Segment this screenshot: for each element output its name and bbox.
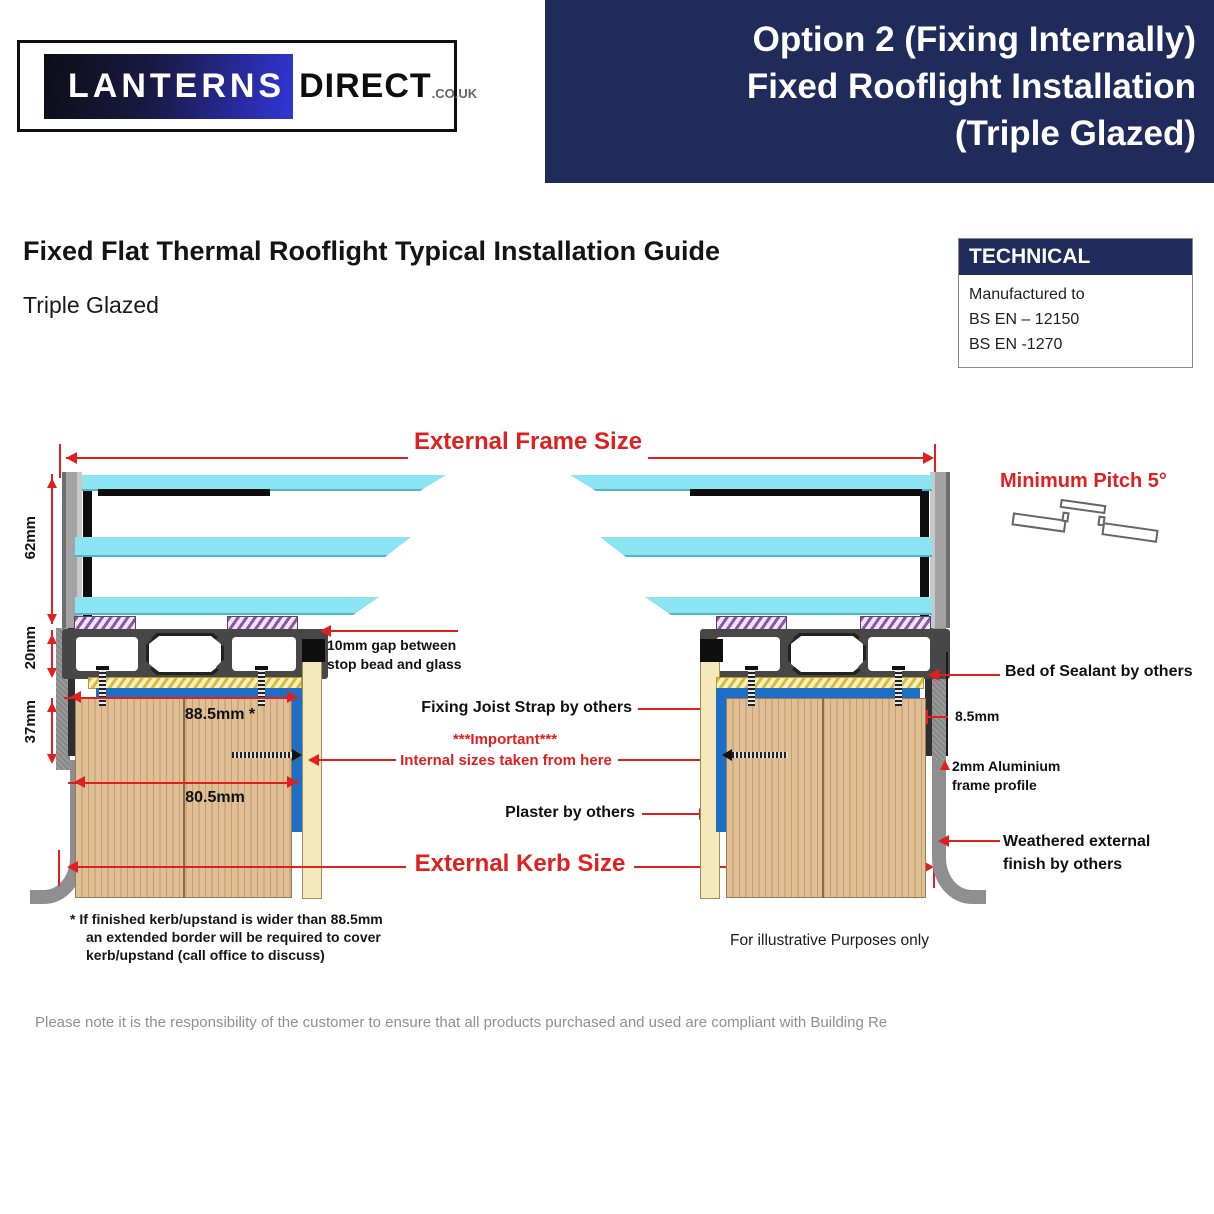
stop-bead xyxy=(700,639,723,662)
glass-pane-middle xyxy=(75,537,411,557)
leader-line xyxy=(942,840,1000,842)
dim-line xyxy=(66,457,408,459)
dim-88-5-label: 88.5mm * xyxy=(184,706,256,723)
disclaimer-text: Please note it is the responsibility of the customer to ensure that all products purchased and used are compliant with Building Re xyxy=(35,1014,888,1031)
thermal-break xyxy=(791,636,863,672)
title-banner xyxy=(545,0,1214,183)
kerb-board-joint xyxy=(822,698,824,898)
plaster-label: Plaster by others xyxy=(505,804,635,821)
banner-line-3: (Triple Glazed) xyxy=(954,114,1196,153)
arrow-right-icon xyxy=(923,452,940,464)
footnote-line-2: an extended border will be required to cover xyxy=(86,929,381,945)
page-subtitle: Triple Glazed xyxy=(23,292,159,318)
plasterboard-strip xyxy=(302,639,322,899)
leader-line xyxy=(642,813,700,815)
thermal-break xyxy=(149,636,221,672)
leader-line xyxy=(324,630,458,632)
thermal-gasket xyxy=(74,616,136,630)
aluminium-profile-label xyxy=(952,757,1060,795)
kerb-footnote xyxy=(70,910,383,964)
leader-line xyxy=(932,674,1000,676)
arrow-left-icon xyxy=(64,691,81,703)
external-kerb-size-label: External Kerb Size xyxy=(414,850,626,877)
banner-line-1: Option 2 (Fixing Internally) xyxy=(752,20,1196,59)
technical-line-2: BS EN – 12150 xyxy=(969,311,1080,328)
dim-line xyxy=(71,866,406,868)
dim-62mm-label: 62mm xyxy=(22,516,39,560)
leader-line xyxy=(638,708,708,710)
internal-sizes-label: Internal sizes taken from here xyxy=(400,752,612,769)
important-label: ***Important*** xyxy=(452,731,558,748)
pitch-leg xyxy=(1061,512,1069,523)
thermal-gasket xyxy=(227,616,298,630)
footnote-line-3: kerb/upstand (call office to discuss) xyxy=(86,947,325,963)
dim-line-80-5 xyxy=(68,782,298,784)
thermal-gasket xyxy=(716,616,787,630)
technical-line-3: BS EN -1270 xyxy=(969,336,1063,353)
illustrative-note: For illustrative Purposes only xyxy=(730,932,929,949)
fixing-joist-label: Fixing Joist Strap by others xyxy=(421,699,632,716)
frame-side-bar xyxy=(930,472,950,628)
dim-line xyxy=(928,716,948,718)
dim-80-5-label: 80.5mm xyxy=(185,789,245,806)
screw-icon xyxy=(258,670,265,706)
screw-tip-icon xyxy=(716,749,732,761)
technical-box xyxy=(958,238,1193,368)
technical-line-1: Manufactured to xyxy=(969,286,1085,303)
glass-pane-bottom xyxy=(75,597,379,615)
kerb-upstand-wood xyxy=(726,698,926,898)
banner-line-2: Fixed Rooflight Installation xyxy=(746,67,1196,106)
gap-note-line-1: 10mm gap between xyxy=(327,637,457,653)
dim-line-62mm xyxy=(51,474,53,624)
screw-icon xyxy=(99,670,106,706)
arrow-up-icon xyxy=(47,472,57,488)
screw-icon xyxy=(748,670,755,706)
weathered-label-line-2: finish by others xyxy=(1003,856,1123,873)
logo-lanterns-text: LANTERNS xyxy=(44,54,293,119)
leader-line xyxy=(618,759,704,761)
thermal-gasket xyxy=(860,616,931,630)
weathered-finish-label xyxy=(1003,830,1150,876)
alu-label-line-2: frame profile xyxy=(952,777,1037,793)
lanterns-direct-logo xyxy=(17,40,478,132)
dim-20mm-label: 20mm xyxy=(22,626,39,670)
dim-8-5-label: 8.5mm xyxy=(955,708,1000,724)
weathered-label-line-1: Weathered external xyxy=(1003,833,1151,850)
minimum-pitch-icon xyxy=(1010,498,1170,558)
arrow-up-icon xyxy=(940,754,950,770)
page-title: Fixed Flat Thermal Rooflight Typical Installation Guide xyxy=(23,236,721,266)
dim-37mm-label: 37mm xyxy=(22,700,39,744)
logo-direct-text: DIRECT xyxy=(299,66,432,105)
glass-pane-bottom xyxy=(645,597,932,615)
screw-icon xyxy=(728,752,788,758)
gap-note xyxy=(327,636,462,674)
footnote-line-1: * If finished kerb/upstand is wider than 88.5mm xyxy=(70,911,383,927)
external-frame-size-label: External Frame Size xyxy=(413,428,643,455)
screw-icon xyxy=(895,670,902,706)
glazing-spacer-edge xyxy=(690,489,922,496)
glass-pane-middle xyxy=(600,537,932,557)
arrow-left-icon xyxy=(60,452,77,464)
arrow-left-icon xyxy=(68,776,85,788)
glazing-spacer-edge xyxy=(98,489,270,496)
leader-line xyxy=(312,759,396,761)
minimum-pitch-label: Minimum Pitch 5° xyxy=(1000,470,1167,492)
pitch-pane-right xyxy=(1101,522,1158,543)
arrow-right-icon xyxy=(287,776,304,788)
dim-line-88-5 xyxy=(64,697,298,699)
bed-of-sealant-label: Bed of Sealant by others xyxy=(1005,663,1193,680)
arrow-right-icon xyxy=(287,691,304,703)
screw-icon xyxy=(232,752,292,758)
technical-heading: TECHNICAL xyxy=(959,239,1192,275)
logo-suffix-text: .CO.UK xyxy=(431,85,478,101)
pitch-pane-left xyxy=(1011,512,1066,532)
joist-strap-horizontal xyxy=(716,688,920,698)
gap-note-line-2: stop bead and glass xyxy=(327,656,462,672)
dim-tick xyxy=(58,850,60,886)
alu-label-line-1: 2mm Aluminium xyxy=(952,758,1061,774)
dim-line xyxy=(648,457,928,459)
frame-profile-leader-line xyxy=(946,652,948,756)
stop-bead xyxy=(302,639,325,662)
technical-body xyxy=(959,275,1192,367)
